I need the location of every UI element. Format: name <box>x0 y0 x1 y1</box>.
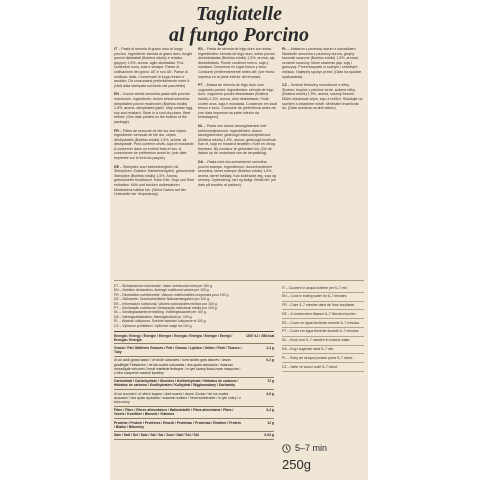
ingredient-block-nl: NL – Pasta van durum tarwegriesmeel met eekhoorntjesbrood. Ingrediënten: durum tarwegriesmeel, gedroogd eekhoorntjesbrood (Boletus edulis) 1,5%, aroma, gedroogd knoflook. Kan ei, soja en mosterd bevatten. Koel en droog bewaren. Bij voorkeur te gebruiken tot: (Zie de datum op de onderkant van de verpakking). <box>198 123 277 156</box>
nutrition-row-energy: Energia / Energy / Énergie / Energie / Energía / Energia / Energie / Energi / Energia / Energie 1507 kJ / 356 kcal <box>114 332 274 344</box>
instruction-item: IT – Cuocere in acqua bollente per 5–7 min. <box>282 284 364 293</box>
net-weight: 250g <box>282 457 311 472</box>
ingredients-column-1 <box>114 47 195 242</box>
ingredients-column-3 <box>282 47 363 242</box>
product-label <box>110 0 368 480</box>
ingredient-block-en: EN – Durum wheat semolina pasta with porcine mushroom. Ingredients: durum wheat semolina, dehydrated porcini mushroom (Boletus edulis) 1,5%, aroma, dehydrated garlic. May contain egg, soy and mustard. Store in a cool dry place. Best before: (See date printed on the bottom of the package). <box>114 92 194 124</box>
nutrition-intro-line: ES – Información nutricional. Valores nutricionales medios por 100 g. <box>114 301 218 306</box>
ingredients-section <box>114 47 364 242</box>
nutrition-intro <box>114 284 274 328</box>
instruction-item: DA – Kog i kogende vand 5–7 min. <box>282 346 364 355</box>
nutrition-section <box>114 284 274 440</box>
ingredient-block-es: ES – Pasta de sémola de trigo duro con setas. Ingredientes: sémola de trigo duro, setas porcini deshidratadas (Boletus edulis) 1,5%, aroma, ajo deshidratado. Puede contener huevo, soja y mostaza. Conservar en lugar fresco y seco. Consumir preferentemente antes del: (ver fecha impresa en la parte inferior del envase). <box>198 47 275 79</box>
nutrition-row-carbohydrate: Carboidrati / Carbohydrate / Glucides / Kohlenhydrate / Hidratos de carbono / Hidratos de carbono / Koolhydraten / Kulhydrat / Węglowodany / Sacharidy 72 g <box>114 378 274 390</box>
nutrition-intro-line: FR – Déclaration nutritionnelle. Valeurs nutritionnelles moyennes pour 100 g. <box>114 292 230 297</box>
instruction-item: ES – Cocer en agua hirviendo durante 5–7 minutos. <box>282 319 364 328</box>
ingredient-block-cz: CZ – Sušené těstoviny semolinové s hřiby. Složení: krupice z pšenice tvrdé, sušené hřiby (Boletus edulis) 1,5%, aroma, sušený česnek. Může obsahovat vejce, sóju a hořčici. Skladujte na suchém a chladném místě. Minimální trvanlivost do: (Data uvedena na dně balení). <box>282 83 363 111</box>
nutrition-intro-line: ET – Stchiarazione nutrizionale. Valori nutrizionali medi per 100 g. <box>114 284 213 288</box>
instruction-item: EN – Cook in boiling water for 5–7 minutes. <box>282 293 364 302</box>
nutrition-row-protein: Proteine / Protein / Protéines / Eiweiß / Proteínas / Proteínas / Eiwitten / Protein / Białko / Bílkoviny 12 g <box>114 419 274 431</box>
nutrition-intro-line: NL – Voedingswaardevermelding. Voedingswaarde per 100 g. <box>114 310 207 315</box>
instruction-item: PT – Cozer em água fervente durante 5–7 minutos. <box>282 328 364 337</box>
ingredient-block-pt: PT – Massa de sêmola de trigo duro com cogumelo porcini. Ingredientes: sêmola de trigo duro, cogumelo porcini desidratado (Boletus edulis) 1,5%, aroma, alho desidratado. Pode conter ovos, soja e mostarda. Conservar em local fresco e seco. Consumir de preferência antes de: (ver data impressa na parte inferior da embalagem). <box>198 83 278 120</box>
ingredient-block-fr: FR – Pâtes de semoule de blé dur aux cèpes. Ingrédients: semoule de blé dur, cèpes déshydratés (Boletus edulis) 1,5%, arôme, ail déshydraté. Peut contenir oeufs, soja et moutarde. A conserver dans un endroit frais et sec. A consommer de préférence avant le: (voir date imprimée sur le fond du paquet). <box>114 128 195 161</box>
nutrition-row-saturates: di cui acidi grassi saturi / of which saturates / dont acides gras saturés / davon gesättigte Fettsäuren / de las cuales saturadas / dos quais saturados / waarvan verzadigde vetzuren / heraf mættede fedtsyrer / w tym kwasy tłuszczowe nasycone / z toho nasycené mastné kyseliny 0,2 g <box>114 357 274 378</box>
nutrition-row-fat: Grassi / Fat / Matières Grasses / Fett / Grasas / Lípidos / Vetten / Fedt / Tłuszcz / Tuky 1,4 g <box>114 344 274 356</box>
cooking-instructions <box>282 284 364 372</box>
nutrition-row-fibre: Fibre / Fibre / Fibres alimentaires / Ballaststoffe / Fibra alimentaria / Fibra / Vezels / Kostfibre / Błonnik / Vláknina 3,4 g <box>114 407 274 419</box>
nutrition-intro-line: EN – Nutrition declaration. Average nutritional values per 100 g. <box>114 288 210 293</box>
instruction-item: PL – Gotuj we wrzącej wodzie przez 5–7 minut. <box>282 354 364 363</box>
instruction-item: CZ – Vařte ve vroucí vodě 5–7 minut. <box>282 363 364 372</box>
ingredient-block-de: DE – Steinpilze aus Hartweizengrieß mit Steinpilzen. Zutaten: Hartweizengrieß, getrocknete Steinpilze (Boletus edulis) 1,5%, Aroma, getrockneter Knoblauch. Kann Eier, Soja und Senf enthalten. Kühl und trocken aufbewahren. Mindestens haltbar bis: (Siehe Datum auf der Unterseite der Verpackung). <box>114 164 195 197</box>
nutrition-intro-line: PT – Declaração nutricional. Declaração nutricional média por 100 g. <box>114 306 218 311</box>
instruction-item: NL – Kook voor 5–7 minuten in kokend water. <box>282 337 364 346</box>
ingredient-block-it: IT – Pasta di semola di grano duro al fungo porcino. Ingredienti: semola di grano duro, funghi porcini disidratati (Boletus edulis) e relativo gruppo) 1,5%, aroma, aglio disidratato. Può contenere uova, soia e senape. Paese di coltivazione del grano: UE e non UE. Paese di molitura: Italia. Conservare in luogo fresco e asciutto. Da consumarsi preferibilmente entro il: (Vedi data stampata sul fondo del pacchetto). <box>114 47 193 88</box>
instruction-item: DE – In kochendem Wasser 5–7 Minuten kochen. <box>282 310 364 319</box>
ingredient-block-da: DA – Pasta med durumhvedemel semolina, porcini svampe. Ingredienser: durumhvedemel semolina, tørret svampe (Boletus edulis) 1,5%, aroma, tørret hvidløg. Kan indeholde æg, soja og sennep. Opbevaring: tørt og køligt. Bedst før: (se dato på bunden af pakken). <box>198 160 277 188</box>
nutrition-intro-line: PL – Wartość odżywcza. Średnie wartości odżywcze w 100 g. <box>114 319 207 324</box>
cooking-time-value: 5–7 min <box>295 443 328 453</box>
clock-icon <box>282 444 291 453</box>
nutrition-intro-line: CZ – Výživové prohlášení. Výživové údaje na 100 g. <box>114 323 193 328</box>
section-divider <box>114 280 364 281</box>
title-line-2: al fungo Porcino <box>168 24 310 46</box>
product-title <box>110 4 368 46</box>
nutrition-table <box>114 331 274 440</box>
title-line-1: Tagliatelle <box>196 3 282 25</box>
cooking-time <box>282 443 364 453</box>
ingredient-block-pl: PL – Makaron z pszenicy durum z borowikiem. Składniki: semolina z pszenicy durum, grzyby borowiki suszone (Boletus edulis) 1,5%, aromat, czosnek suszony. Może zawierać jaja, soję i gorczycę. Przechowywać w suchym i chłodnym miejscu. Najlepiej spożyć przed: (Data na spodzie opakowania). <box>282 47 362 79</box>
nutrition-row-salt: Sale / Salt / Sel / Salz / Sal / Sal / Zout / Salt / Sól / Sůl 0,03 g <box>114 432 274 440</box>
nutrition-row-sugars: di cui zuccheri / of which sugars / dont sucres / davon Zucker / de los cuales azúcares / dos quais açúcares / waarvan suikers / heraf sukkerarter / w tym cukry / z toho cukry 4,5 g <box>114 390 274 407</box>
ingredients-column-2 <box>198 47 279 242</box>
nutrition-intro-line: DA – Næringsdeklaration. Næringsindhold pr. 100 g. <box>114 314 193 319</box>
nutrition-intro-line: DE – Nährwerte. Durchschnittliche Nährwertangaben pro 100 g. <box>114 297 210 302</box>
instruction-item: FR – Cuire 5–7 minutes dans de l'eau bouillante. <box>282 302 364 311</box>
